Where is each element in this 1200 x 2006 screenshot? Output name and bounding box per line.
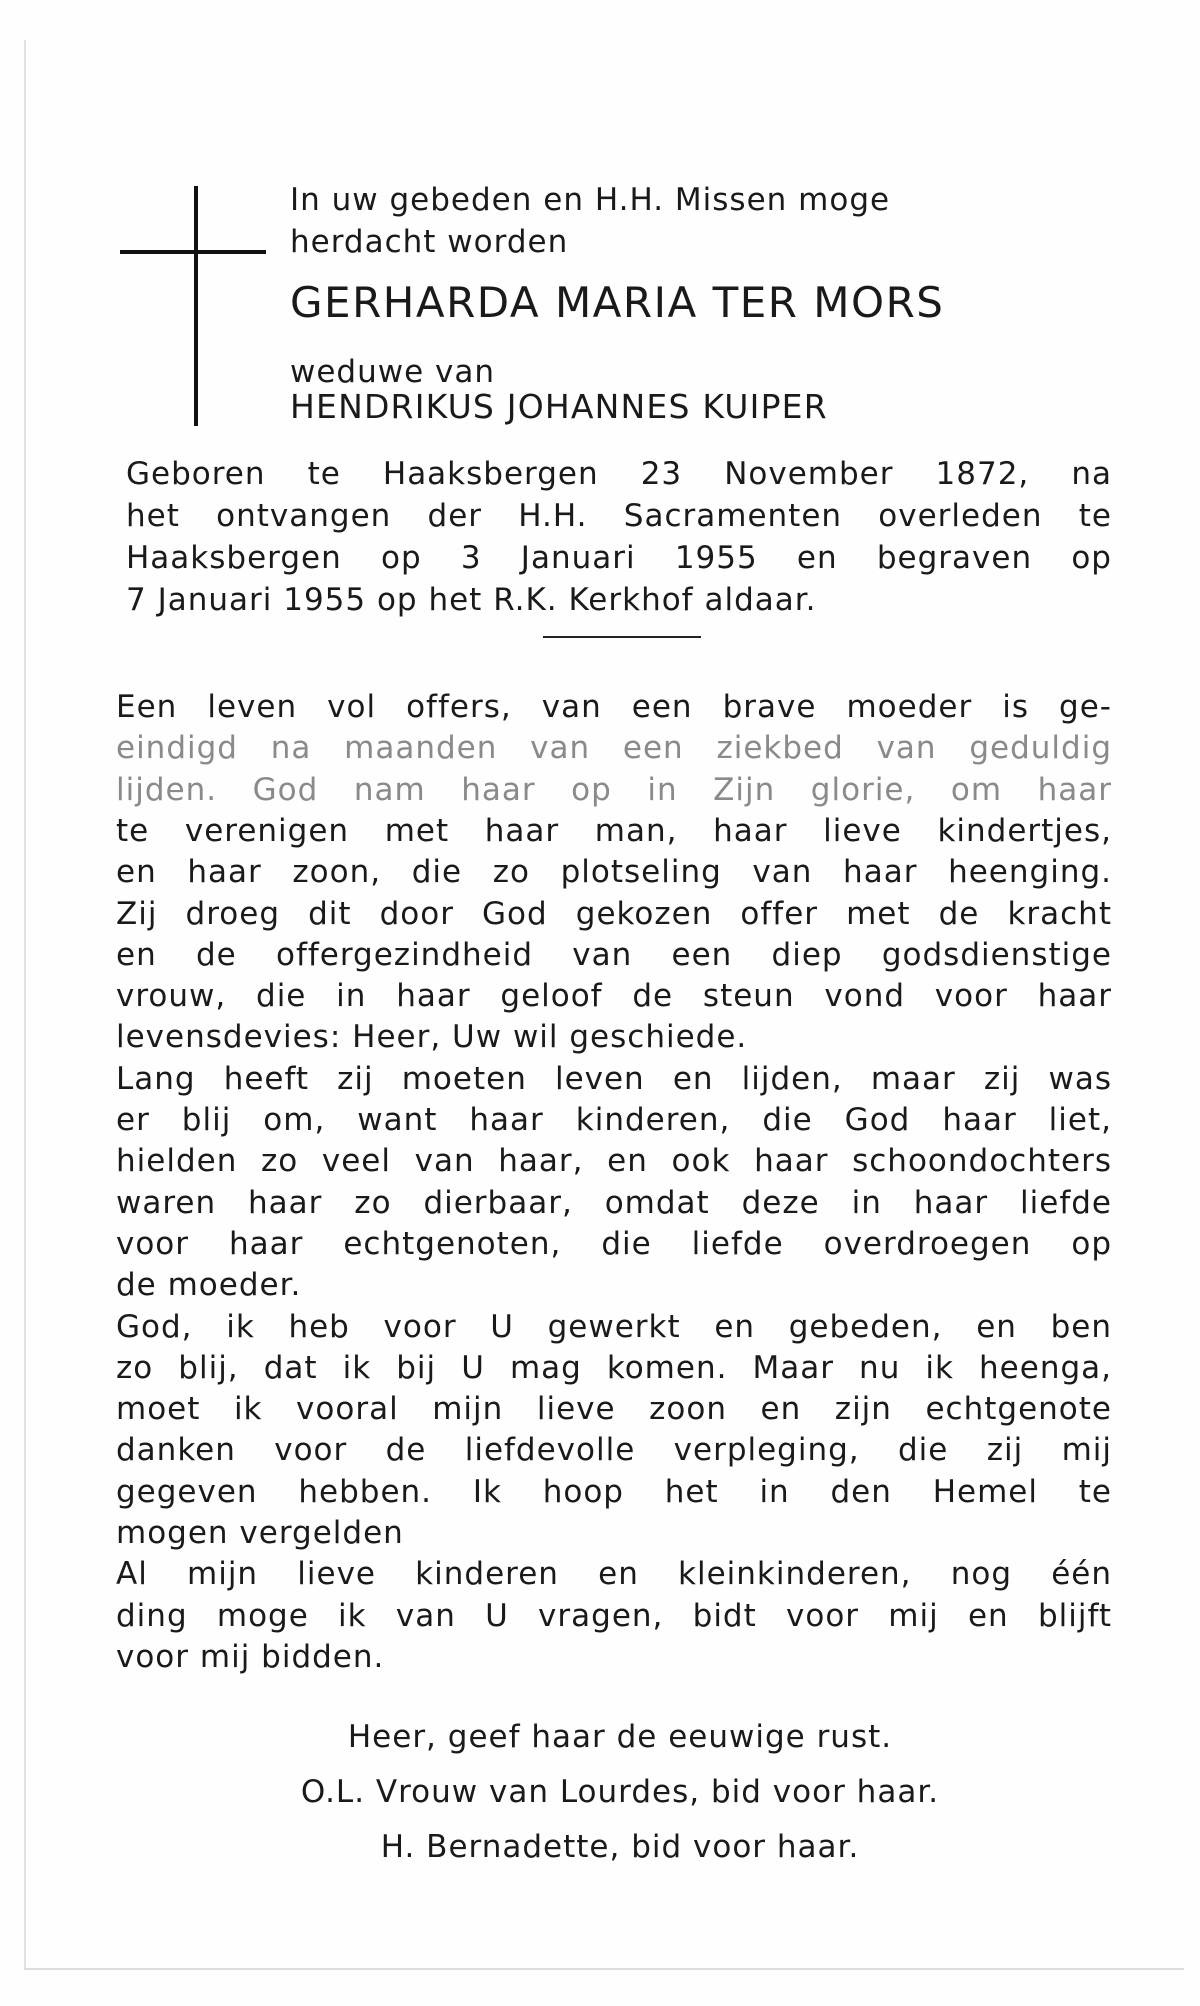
divider [543, 636, 701, 638]
body-line: Lang heeft zij moeten leven en lijden, maar zij was [116, 1060, 1112, 1097]
body-line: ding moge ik van U vragen, bidt voor mij en blijft [116, 1597, 1112, 1634]
closing-prayer: Heer, geef haar de eeuwige rust. [347, 1719, 893, 1755]
scan-edge-bottom [24, 1968, 1184, 1970]
bio-line: het ontvangen der H.H. Sacramenten overleden te [126, 498, 1112, 534]
body-line: hielden zo veel van haar, en ook haar schoondochters [116, 1143, 1112, 1180]
body-line: moet ik vooral mijn lieve zoon en zijn echtgenote [116, 1391, 1112, 1428]
body-line: voor haar echtgenoten, die liefde overdroegen op [116, 1225, 1112, 1262]
body-line: levensdevies: Heer, Uw wil geschiede. [116, 1019, 748, 1056]
prayer-intro: In uw gebeden en H.H. Missen moge [290, 182, 891, 218]
body-line: Al mijn lieve kinderen en kleinkinderen, nog één [116, 1556, 1112, 1593]
body-line: Zij droeg dit door God gekozen offer met de kracht [116, 895, 1112, 932]
closing-prayer: H. Bernadette, bid voor haar. [380, 1829, 860, 1865]
body-line: gegeven hebben. Ik hoop het in den Hemel te [116, 1473, 1112, 1510]
body-line: en de offergezindheid van een diep godsdienstige [116, 936, 1112, 973]
body-line: waren haar zo dierbaar, omdat deze in haar liefde [116, 1184, 1112, 1221]
body-line: eindigd na maanden van een ziekbed van geduldig [116, 730, 1112, 767]
body-line: voor mij bidden. [116, 1638, 385, 1675]
body-line: vrouw, die in haar geloof de steun vond voor haar [116, 978, 1112, 1015]
bio-line: 7 Januari 1955 op het R.K. Kerkhof aldaar. [126, 582, 817, 618]
scan-edge-left [24, 40, 26, 1970]
body-line: lijden. God nam haar op in Zijn glorie, om haar [116, 771, 1112, 808]
bio-line: Haaksbergen op 3 Januari 1955 en begraven op [126, 540, 1112, 576]
body-line: zo blij, dat ik bij U mag komen. Maar nu ik heenga, [116, 1349, 1112, 1386]
body-line: de moeder. [116, 1267, 302, 1304]
closing-prayer: O.L. Vrouw van Lourdes, bid voor haar. [300, 1774, 940, 1810]
spouse-name: HENDRIKUS JOHANNES KUIPER [290, 387, 828, 426]
body-line: Een leven vol offers, van een brave moeder is ge- [116, 689, 1112, 725]
body-line: mogen vergelden [116, 1515, 404, 1551]
cross-icon [194, 186, 198, 426]
relation-label: weduwe van [290, 354, 496, 390]
deceased-name: GERHARDA MARIA TER MORS [290, 278, 945, 327]
body-line: danken voor de liefdevolle verpleging, die zij mij [116, 1432, 1112, 1469]
body-line: en haar zoon, die zo plotseling van haar heenging. [116, 854, 1112, 891]
bio-line: Geboren te Haaksbergen 23 November 1872, na [126, 456, 1112, 492]
cross-icon-bar [120, 250, 266, 254]
body-line: God, ik heb voor U gewerkt en gebeden, en ben [116, 1308, 1112, 1345]
body-line: te verenigen met haar man, haar lieve kindertjes, [116, 812, 1112, 849]
body-line: er blij om, want haar kinderen, die God haar liet, [116, 1102, 1112, 1138]
prayer-intro-2: herdacht worden [290, 224, 569, 260]
